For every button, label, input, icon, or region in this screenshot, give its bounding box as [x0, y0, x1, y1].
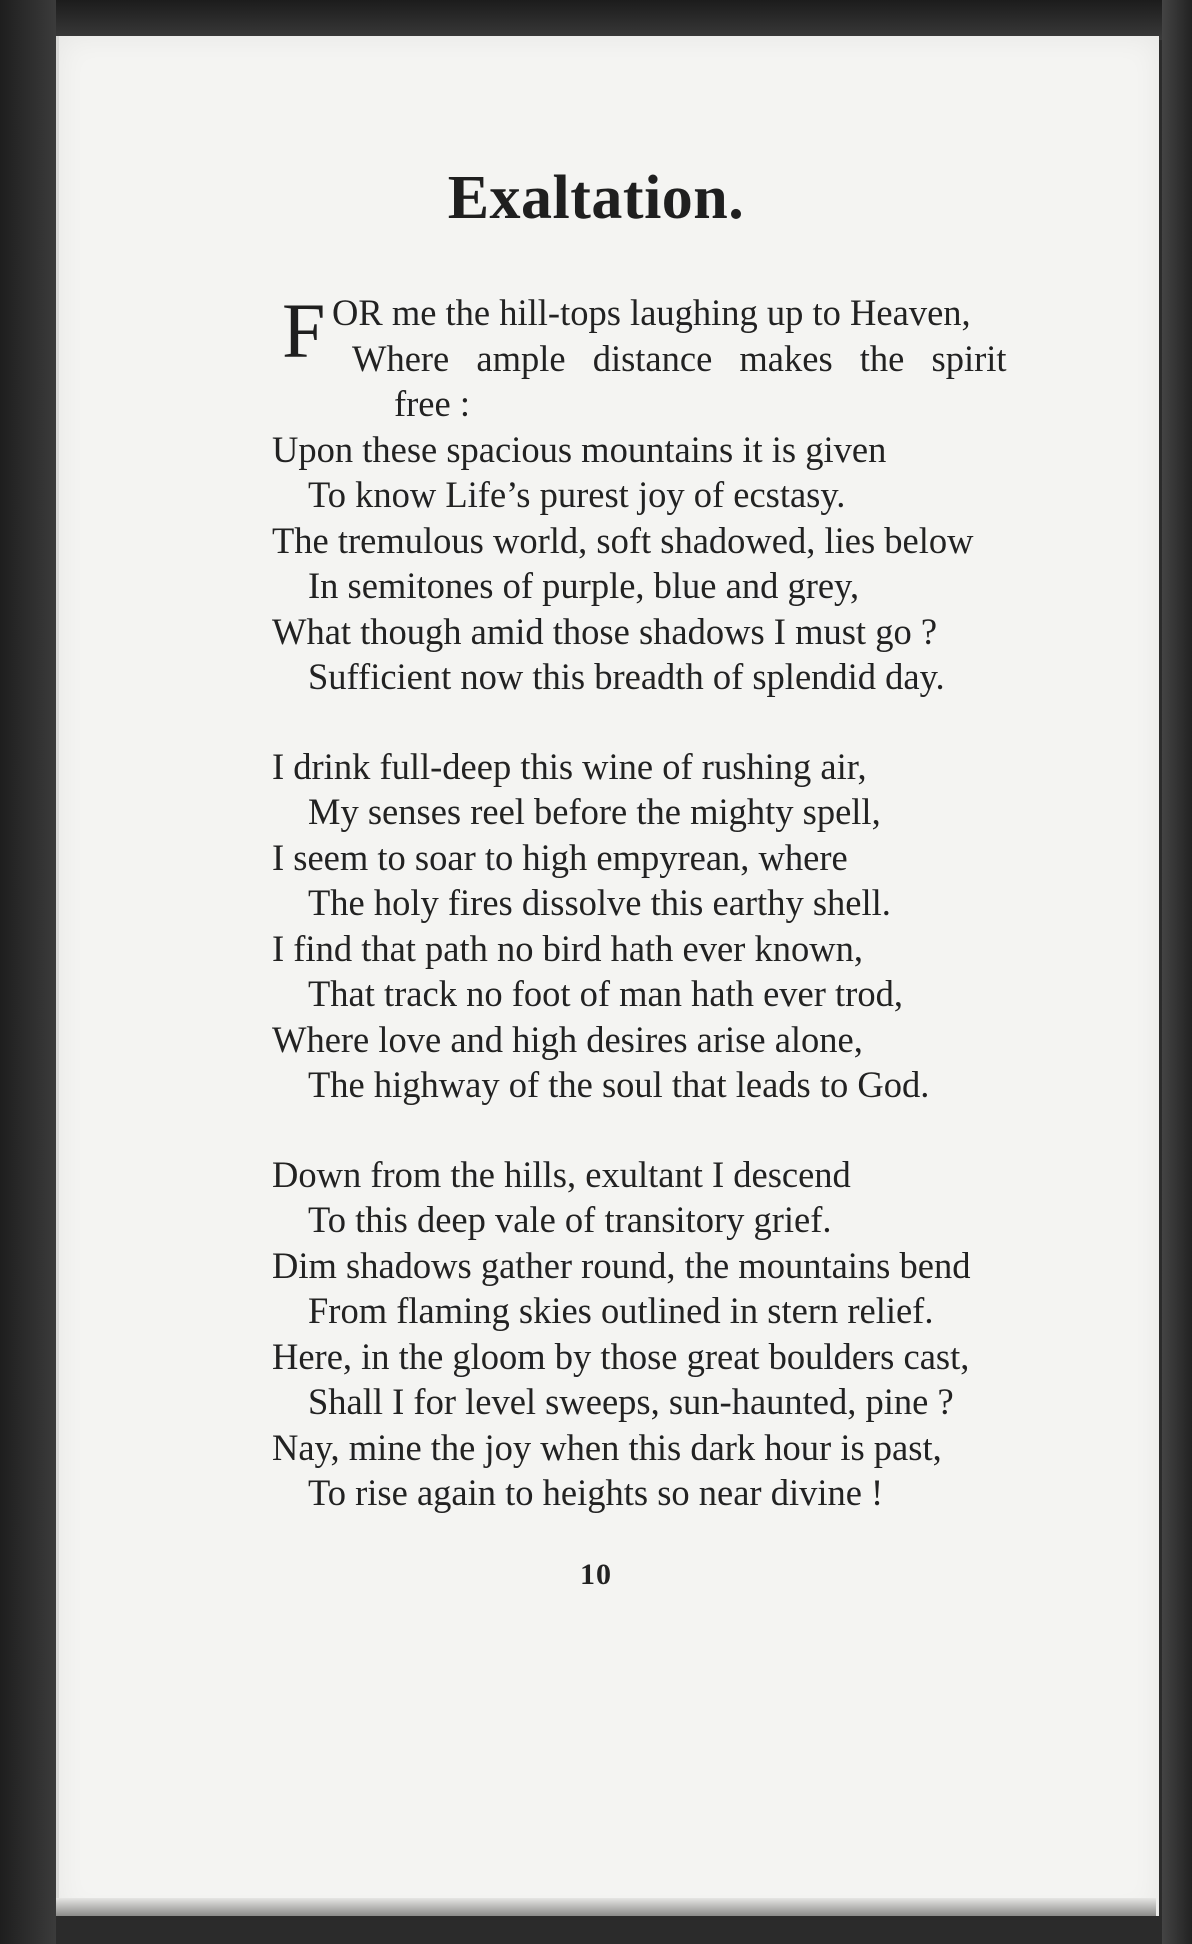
- stanza-3: [272, 1152, 1092, 1516]
- poem-line: I seem to soar to high empyrean, where: [272, 836, 848, 878]
- poem-line: The holy fires dissolve this earthy shell.: [308, 882, 891, 923]
- stanza-2: [272, 744, 1092, 1108]
- poem-line: Sufficient now this breadth of splendid day.: [308, 656, 945, 697]
- poem-line: To know Life’s purest joy of ecstasy.: [308, 474, 846, 515]
- scan-background-left: [0, 0, 56, 1944]
- poem-line: Dim shadows gather round, the mountains bend: [272, 1244, 971, 1286]
- poem-line: In semitones of purple, blue and grey,: [308, 565, 860, 606]
- stanza-1: [272, 287, 1092, 700]
- page-number: 10: [580, 1558, 612, 1591]
- poem-line: free :: [394, 383, 470, 424]
- poem-line: I find that path no bird hath ever known,: [272, 927, 863, 969]
- poem-line: My senses reel before the mighty spell,: [308, 791, 881, 832]
- poem-line: The highway of the soul that leads to God.: [308, 1064, 930, 1105]
- poem-line: From flaming skies outlined in stern relief.: [308, 1290, 934, 1331]
- poem-line: What though amid those shadows I must go ?: [272, 610, 938, 652]
- poem-line: Here, in the gloom by those great boulders cast,: [272, 1335, 970, 1377]
- poem-line: Upon these spacious mountains it is given: [272, 428, 887, 470]
- page-edge: [56, 1898, 1156, 1916]
- poem-line: I drink full-deep this wine of rushing air,: [272, 745, 867, 787]
- drop-cap: F: [282, 287, 326, 374]
- poem-line: Where love and high desires arise alone,: [272, 1018, 863, 1060]
- poem-line: Nay, mine the joy when this dark hour is past,: [272, 1426, 942, 1468]
- poem-line: Where ample distance makes the spirit: [352, 337, 1007, 379]
- poem-title: Exaltation.: [447, 164, 745, 232]
- stanza-break: [272, 700, 1092, 744]
- poem-line-text: OR me the hill-tops laughing up to Heaven,: [332, 292, 971, 333]
- poem-line: To this deep vale of transitory grief.: [308, 1199, 832, 1240]
- poem-body: [272, 287, 1092, 1516]
- poem-line: Shall I for level sweeps, sun-haunted, pine ?: [308, 1381, 954, 1422]
- stanza-break: [272, 1108, 1092, 1152]
- poem-line: The tremulous world, soft shadowed, lies below: [272, 519, 974, 561]
- poem-line: Down from the hills, exultant I descend: [272, 1153, 851, 1195]
- poem-line: To rise again to heights so near divine !: [308, 1472, 884, 1513]
- scan-background-top: [0, 0, 1192, 40]
- poem-line: That track no foot of man hath ever trod,: [308, 973, 903, 1014]
- scan-background-right: [1162, 0, 1192, 1944]
